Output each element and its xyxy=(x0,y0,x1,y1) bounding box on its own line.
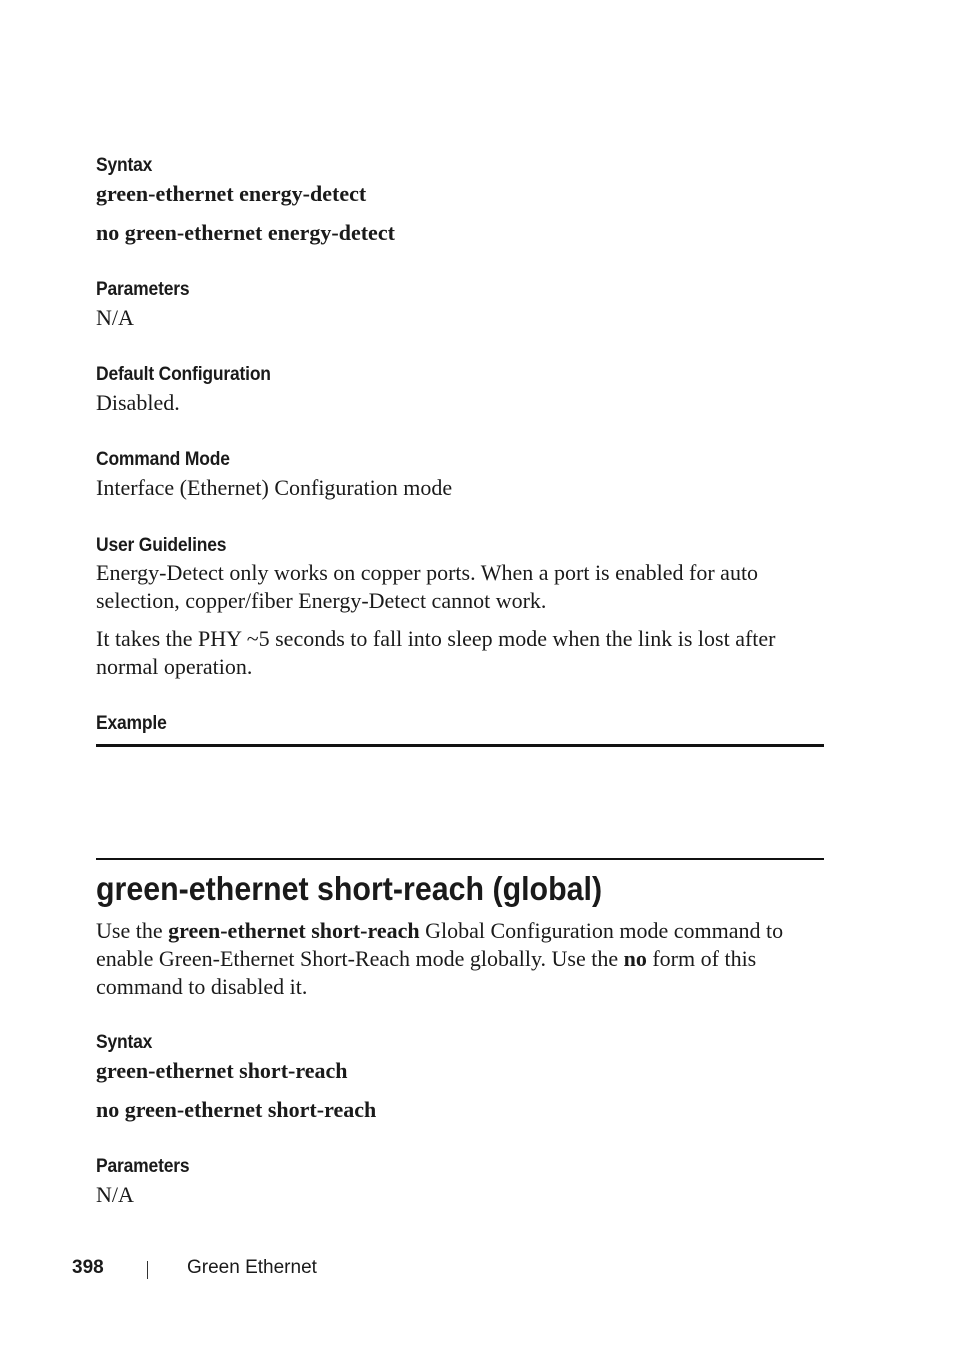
parameters-heading: Parameters xyxy=(96,279,190,300)
default-configuration-value: Disabled. xyxy=(96,390,180,415)
command-mode-heading: Command Mode xyxy=(96,449,230,470)
parameters-value: N/A xyxy=(96,1182,134,1207)
command-mode-value: Interface (Ethernet) Configuration mode xyxy=(96,475,453,500)
intro-text: Global Configuration mode command to enable Green-Ethernet Short-Reach mode globally. Use the xyxy=(96,918,784,971)
page-number: 398 xyxy=(72,1257,104,1278)
syntax-heading: Syntax xyxy=(96,155,153,176)
intro-no-keyword: no xyxy=(623,946,647,971)
syntax-command: green-ethernet energy-detect xyxy=(96,181,367,206)
command-title: green-ethernet short-reach (global) xyxy=(96,870,603,907)
syntax-no-command: no green-ethernet short-reach xyxy=(96,1097,377,1122)
user-guidelines-heading: User Guidelines xyxy=(96,535,227,556)
example-divider xyxy=(96,744,824,747)
syntax-heading: Syntax xyxy=(96,1032,153,1053)
intro-text: Use the xyxy=(96,918,169,943)
footer-separator xyxy=(147,1261,148,1279)
parameters-value: N/A xyxy=(96,305,134,330)
intro-text: form of this command to disabled it. xyxy=(96,946,757,999)
intro-paragraph xyxy=(96,917,824,1001)
syntax-command: green-ethernet short-reach xyxy=(96,1058,348,1083)
example-heading: Example xyxy=(96,713,167,734)
user-guidelines-paragraph: It takes the PHY ~5 seconds to fall into sleep mode when the link is lost after normal operation. xyxy=(96,626,776,679)
chapter-title: Green Ethernet xyxy=(187,1257,317,1278)
intro-command: green-ethernet short-reach xyxy=(168,918,420,943)
section-divider xyxy=(96,858,824,860)
default-configuration-heading: Default Configuration xyxy=(96,364,271,385)
syntax-no-command: no green-ethernet energy-detect xyxy=(96,220,395,245)
user-guidelines-paragraph: Energy-Detect only works on copper ports. When a port is enabled for auto selection, copper/fiber Energy-Detect cannot work. xyxy=(96,560,759,613)
parameters-heading: Parameters xyxy=(96,1156,190,1177)
